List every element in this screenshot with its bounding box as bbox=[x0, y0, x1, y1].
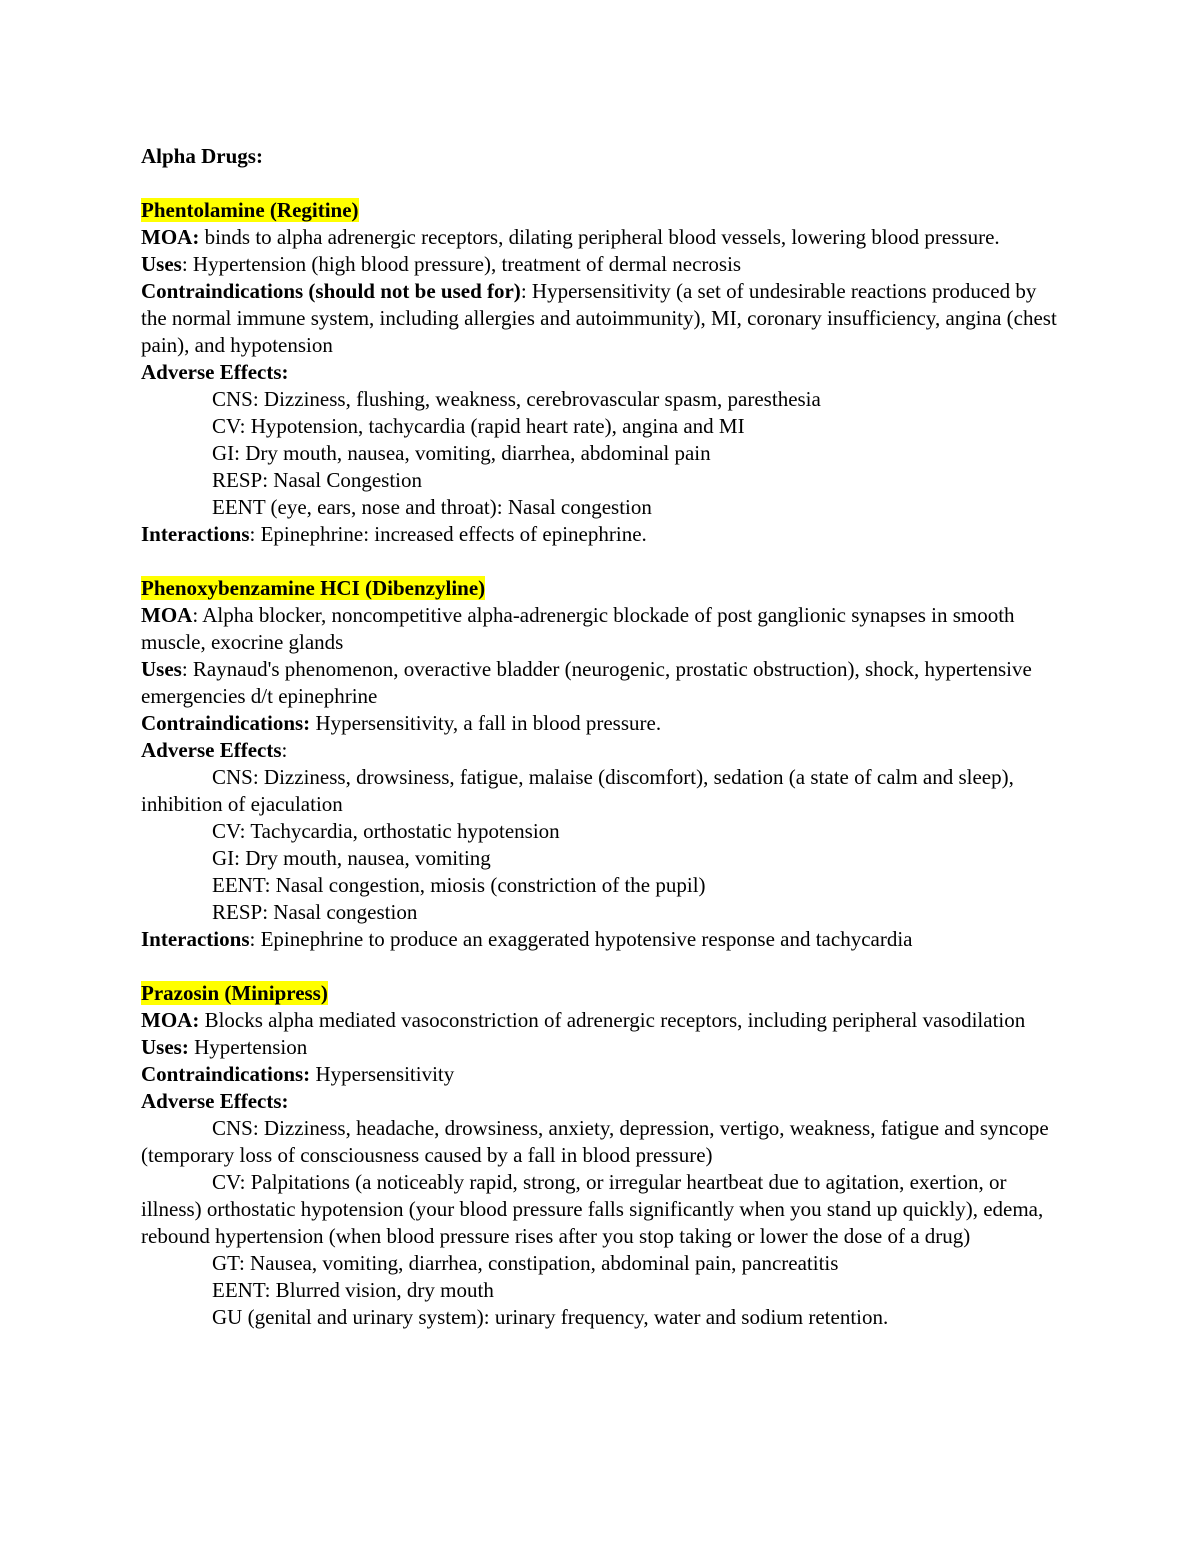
moa-label: MOA: bbox=[141, 225, 200, 249]
contraindications-label: Contraindications: bbox=[141, 1062, 311, 1086]
adverse-effects-heading bbox=[141, 1088, 1061, 1115]
uses-line bbox=[141, 1034, 1061, 1061]
interactions-text: : Epinephrine to produce an exaggerated hypotensive response and tachycardia bbox=[249, 927, 913, 951]
effect-item: EENT (eye, ears, nose and throat): Nasal congestion bbox=[212, 495, 652, 519]
uses-text: Hypertension bbox=[188, 1035, 308, 1059]
moa-label: MOA: bbox=[141, 1008, 200, 1032]
drug-heading bbox=[141, 575, 1061, 602]
interactions-line bbox=[141, 521, 1061, 548]
effect-item: GT: Nausea, vomiting, diarrhea, constipation, abdominal pain, pancreatitis bbox=[212, 1251, 839, 1275]
drug-name-highlighted: Phentolamine (Regitine) bbox=[141, 198, 359, 222]
drug-heading bbox=[141, 980, 1061, 1007]
effect-item: CV: Tachycardia, orthostatic hypotension bbox=[212, 819, 560, 843]
uses-label: Uses bbox=[141, 657, 182, 681]
adverse-effects-suffix: : bbox=[281, 738, 288, 762]
uses-line bbox=[141, 656, 1061, 710]
contraindications-line bbox=[141, 278, 1061, 359]
contraindications-line bbox=[141, 710, 1061, 737]
drug-name-highlighted: Prazosin (Minipress) bbox=[141, 981, 328, 1005]
effect-item: EENT: Nasal congestion, miosis (constriction of the pupil) bbox=[212, 873, 706, 897]
effect-item: CNS: Dizziness, flushing, weakness, cerebrovascular spasm, paresthesia bbox=[212, 387, 821, 411]
contraindications-line bbox=[141, 1061, 1061, 1088]
effect-item: RESP: Nasal congestion bbox=[212, 900, 418, 924]
effect-item: GU (genital and urinary system): urinary frequency, water and sodium retention. bbox=[212, 1305, 889, 1329]
effect-item: EENT: Blurred vision, dry mouth bbox=[212, 1278, 494, 1302]
drug-section-phentolamine bbox=[141, 197, 1061, 548]
moa-line bbox=[141, 224, 1061, 251]
contraindications-label: Contraindications: bbox=[141, 711, 311, 735]
uses-label: Uses: bbox=[141, 1035, 189, 1059]
document-title: Alpha Drugs: bbox=[141, 144, 263, 168]
moa-text: : Alpha blocker, noncompetitive alpha-adrenergic blockade of post ganglionic synapses in smooth muscle, exocrine glands bbox=[141, 603, 1015, 654]
moa-line bbox=[141, 602, 1061, 656]
interactions-label: Interactions bbox=[141, 522, 250, 546]
interactions-text: : Epinephrine: increased effects of epinephrine. bbox=[249, 522, 647, 546]
adverse-effects-label: Adverse Effects: bbox=[141, 360, 289, 384]
uses-text: : Raynaud's phenomenon, overactive bladder (neurogenic, prostatic obstruction), shock, hypertensive emergencies d/t epinephrine bbox=[141, 657, 1032, 708]
effect-item: GI: Dry mouth, nausea, vomiting, diarrhea, abdominal pain bbox=[212, 441, 711, 465]
effect-item: CV: Hypotension, tachycardia (rapid heart rate), angina and MI bbox=[212, 414, 745, 438]
effect-item: CNS: Dizziness, headache, drowsiness, anxiety, depression, vertigo, weakness, fatigue and syncope (temporary loss of consciousness caused by a fall in blood pressure) bbox=[141, 1116, 1049, 1167]
uses-label: Uses bbox=[141, 252, 182, 276]
moa-line bbox=[141, 1007, 1061, 1034]
drug-section-phenoxybenzamine bbox=[141, 575, 1061, 953]
uses-line bbox=[141, 251, 1061, 278]
adverse-effects-heading bbox=[141, 359, 1061, 386]
adverse-effects-heading bbox=[141, 737, 1061, 764]
adverse-effects-label: Adverse Effects: bbox=[141, 1089, 289, 1113]
contraindications-text: : Hypersensitivity (a set of undesirable reactions produced by the normal immune system, including allergies and autoimmunity), MI, coronary insufficiency, angina (chest pain), and hypotension bbox=[141, 279, 1057, 357]
drug-section-prazosin bbox=[141, 980, 1061, 1331]
interactions-label: Interactions bbox=[141, 927, 250, 951]
document-body bbox=[141, 143, 1061, 1358]
drug-heading bbox=[141, 197, 1061, 224]
effect-item: GI: Dry mouth, nausea, vomiting bbox=[212, 846, 491, 870]
moa-label: MOA bbox=[141, 603, 193, 627]
moa-text: binds to alpha adrenergic receptors, dilating peripheral blood vessels, lowering blood pressure. bbox=[199, 225, 1000, 249]
effect-item: CNS: Dizziness, drowsiness, fatigue, malaise (discomfort), sedation (a state of calm and sleep), inhibition of ejaculation bbox=[141, 765, 1014, 816]
drug-name-highlighted: Phenoxybenzamine HCI (Dibenzyline) bbox=[141, 576, 486, 600]
contraindications-label: Contraindications (should not be used for) bbox=[141, 279, 521, 303]
effect-item: CV: Palpitations (a noticeably rapid, strong, or irregular heartbeat due to agitation, exertion, or illness) orthostatic hypotension (your blood pressure falls significantly when you stand up quickly), edema, rebound hypertension (when blood pressure rises after you stop taking or lower the dose of a drug) bbox=[141, 1170, 1044, 1248]
interactions-line bbox=[141, 926, 1061, 953]
effect-item: RESP: Nasal Congestion bbox=[212, 468, 423, 492]
contraindications-text: Hypersensitivity bbox=[310, 1062, 455, 1086]
contraindications-text: Hypersensitivity, a fall in blood pressure. bbox=[310, 711, 662, 735]
adverse-effects-label: Adverse Effects bbox=[141, 738, 282, 762]
uses-text: : Hypertension (high blood pressure), treatment of dermal necrosis bbox=[181, 252, 742, 276]
moa-text: Blocks alpha mediated vasoconstriction of adrenergic receptors, including peripheral vasodilation bbox=[199, 1008, 1026, 1032]
